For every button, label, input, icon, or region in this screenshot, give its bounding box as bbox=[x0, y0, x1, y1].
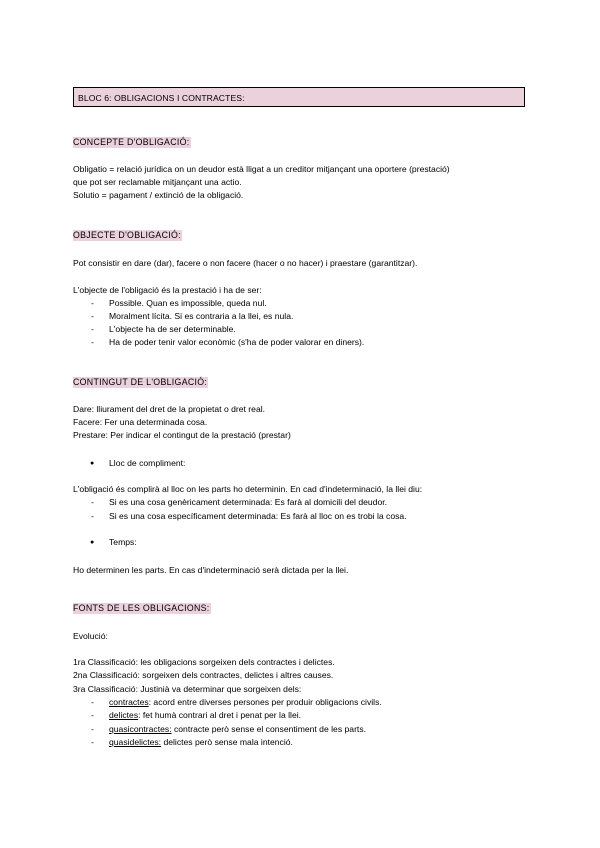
term: delictes bbox=[109, 710, 139, 720]
list-item: - Si es una cosa genèricament determinada: Es farà al domicili del deudor. bbox=[91, 497, 388, 507]
section-heading-fonts: FONTS DE LES OBLIGACIONS: bbox=[73, 603, 210, 613]
text-line: 3ra Classificació: Justinià va determinar que sorgeixen dels: bbox=[73, 684, 302, 694]
term: quasidelictes: bbox=[109, 737, 162, 747]
section-heading-contingut: CONTINGUT DE L'OBLIGACIÓ: bbox=[73, 377, 208, 387]
list-item: - delictes: fet humà contrari al dret i penat per la llei. bbox=[91, 710, 302, 720]
bullet-icon: ● bbox=[90, 460, 95, 467]
text-line: Evolució: bbox=[73, 631, 108, 641]
dash-marker: - bbox=[91, 511, 94, 521]
text-line: L'objecte de l'obligació és la prestació i ha de ser: bbox=[73, 285, 262, 295]
text-line: 1ra Classificació: les obligacions sorgeixen dels contractes i delictes. bbox=[73, 657, 335, 667]
text-line: 2na Classificació: sorgeixen dels contractes, delictes i altres causes. bbox=[73, 670, 334, 680]
dash-marker: - bbox=[91, 311, 94, 321]
text-line: Facere: Fer una determinada cosa. bbox=[73, 417, 208, 427]
page-title: BLOC 6: OBLIGACIONS I CONTRACTES: bbox=[73, 87, 525, 107]
dash-marker: - bbox=[91, 724, 94, 734]
text-line: que pot ser reclamable mitjançant una actio. bbox=[73, 177, 242, 187]
dash-marker: - bbox=[91, 697, 94, 707]
list-item: - Ha de poder tenir valor econòmic (s'ha de poder valorar en diners). bbox=[91, 337, 365, 347]
text-line: Obligatio = relació jurídica on un deudor està lligat a un creditor mitjançant una oportere (prestació) bbox=[73, 164, 450, 174]
text-line: Solutio = pagament / extinció de la obligació. bbox=[73, 190, 244, 200]
dash-marker: - bbox=[91, 337, 94, 347]
text-line: L'obligació és complirà al lloc on les parts ho determinin. En cad d'indeterminació, la llei diu: bbox=[73, 484, 423, 494]
text-line: Pot consistir en dare (dar), facere o non facere (hacer o no hacer) i praestare (garantitzar). bbox=[73, 258, 418, 268]
term: contractes bbox=[109, 697, 149, 707]
text-line: Dare: lliurament del dret de la propietat o dret real. bbox=[73, 404, 266, 414]
list-item: - quasidelictes: delictes però sense mala intenció. bbox=[91, 737, 293, 747]
text-line: Ho determinen les parts. En cas d'indeterminació serà dictada per la llei. bbox=[73, 565, 349, 575]
bullet-icon: ● bbox=[90, 539, 95, 546]
list-item: - Si es una cosa específicament determinada: Es farà al lloc on es trobi la cosa. bbox=[91, 511, 407, 521]
term: quasicontractes: bbox=[109, 724, 172, 734]
list-item: - Possible. Quan es impossible, queda nul. bbox=[91, 298, 267, 308]
bullet-item: ● Lloc de compliment: bbox=[90, 458, 186, 468]
dash-marker: - bbox=[91, 298, 94, 308]
dash-marker: - bbox=[91, 497, 94, 507]
bullet-item: ● Temps: bbox=[90, 537, 137, 547]
list-item: - quasicontractes: contracte però sense el consentiment de les parts. bbox=[91, 724, 366, 734]
list-item: - L'objecte ha de ser determinable. bbox=[91, 324, 236, 334]
dash-marker: - bbox=[91, 710, 94, 720]
dash-marker: - bbox=[91, 324, 94, 334]
section-heading-concepte: CONCEPTE D'OBLIGACIÓ: bbox=[73, 137, 190, 147]
list-item: - contractes: acord entre diverses persones per produir obligacions civils. bbox=[91, 697, 382, 707]
text-line: Prestare: Per indicar el contingut de la prestació (prestar) bbox=[73, 430, 291, 440]
dash-marker: - bbox=[91, 737, 94, 747]
section-heading-objecte: OBJECTE D'OBLIGACIÓ: bbox=[73, 230, 181, 240]
list-item: - Moralment lícita. Si es contraria a la llei, es nula. bbox=[91, 311, 294, 321]
